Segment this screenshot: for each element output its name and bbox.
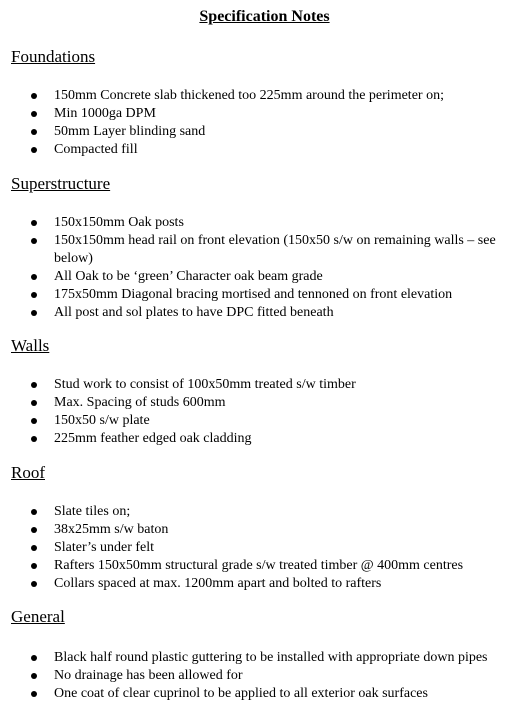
list-item: All Oak to be ‘green’ Character oak beam grade xyxy=(0,268,529,286)
list-item: Slate tiles on; xyxy=(0,503,529,521)
section-heading-roof: Roof xyxy=(11,463,45,482)
list-item: 150x150mm Oak posts xyxy=(0,214,529,232)
list-item: 38x25mm s/w baton xyxy=(0,521,529,539)
list-item: Rafters 150x50mm structural grade s/w treated timber @ 400mm centres xyxy=(0,557,529,575)
list-item: Black half round plastic guttering to be installed with appropriate down pipes xyxy=(0,649,529,667)
list-item: 50mm Layer blinding sand xyxy=(0,123,529,141)
general-list xyxy=(0,649,529,703)
list-item: No drainage has been allowed for xyxy=(0,667,529,685)
list-item: Compacted fill xyxy=(0,141,529,159)
list-item: All post and sol plates to have DPC fitted beneath xyxy=(0,304,529,322)
section-heading-walls: Walls xyxy=(11,336,50,355)
list-item: 150mm Concrete slab thickened too 225mm around the perimeter on; xyxy=(0,87,529,105)
list-item: Slater’s under felt xyxy=(0,539,529,557)
roof-list xyxy=(0,503,529,593)
list-item: Stud work to consist of 100x50mm treated s/w timber xyxy=(0,376,529,394)
list-item: Min 1000ga DPM xyxy=(0,105,529,123)
list-item: Max. Spacing of studs 600mm xyxy=(0,394,529,412)
section-heading-general: General xyxy=(11,607,65,626)
list-item: 175x50mm Diagonal bracing mortised and tennoned on front elevation xyxy=(0,286,529,304)
walls-list xyxy=(0,376,529,448)
list-item: 150x50 s/w plate xyxy=(0,412,529,430)
section-heading-foundations: Foundations xyxy=(11,47,96,66)
superstructure-list xyxy=(0,214,529,322)
list-item: Collars spaced at max. 1200mm apart and bolted to rafters xyxy=(0,575,529,593)
document-title: Specification Notes xyxy=(199,8,330,25)
list-item: 225mm feather edged oak cladding xyxy=(0,430,529,448)
foundations-list xyxy=(0,87,529,159)
list-item: 150x150mm head rail on front elevation (150x50 s/w on remaining walls – see below) xyxy=(0,232,529,268)
list-item: One coat of clear cuprinol to be applied to all exterior oak surfaces xyxy=(0,685,529,703)
section-heading-superstructure: Superstructure xyxy=(11,174,111,193)
